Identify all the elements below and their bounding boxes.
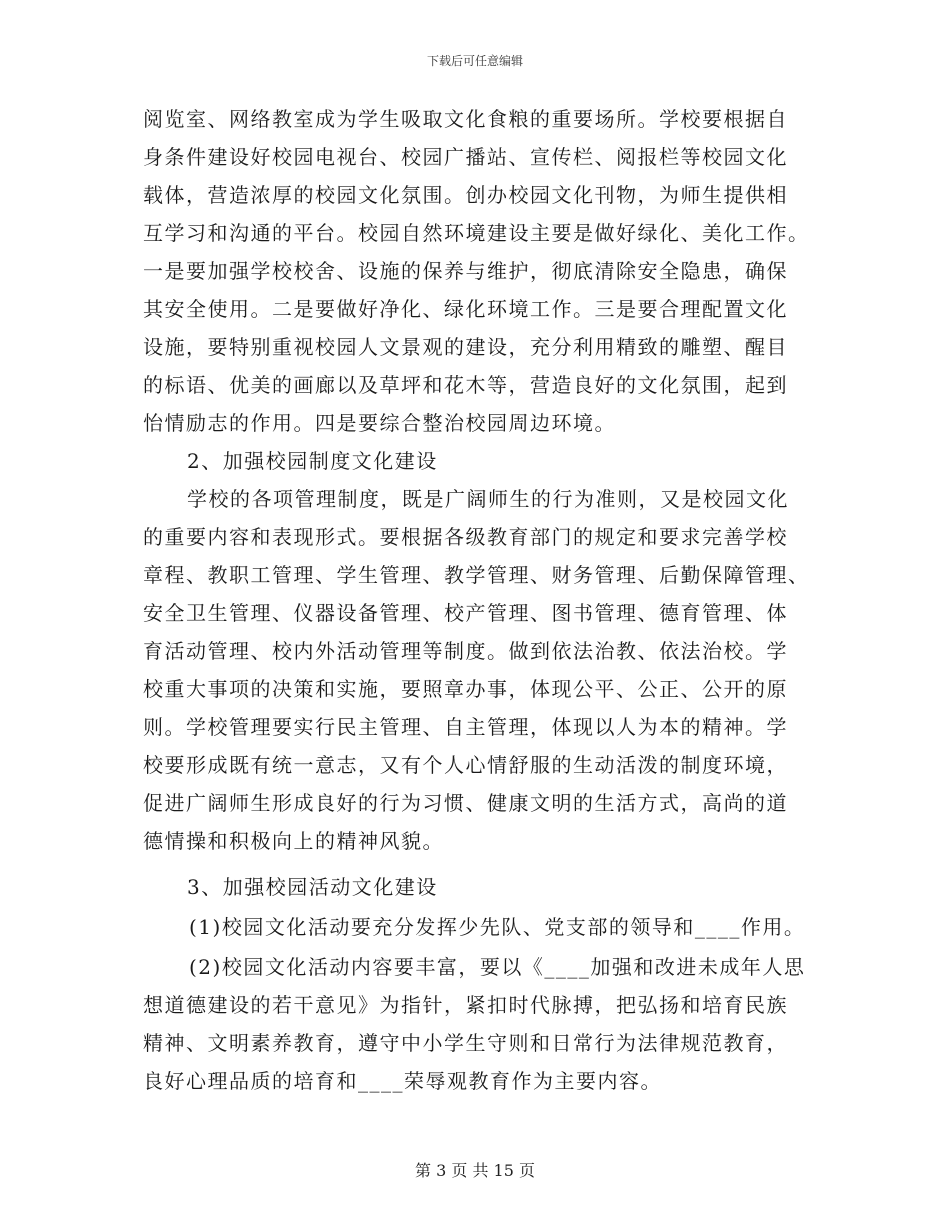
text-line: 的重要内容和表现形式。要根据各级教育部门的规定和要求完善学校	[143, 525, 788, 549]
heading-text: 3、加强校园活动文化建设	[187, 875, 438, 899]
paragraph-activity-2	[143, 948, 811, 1100]
text-line: 促进广阔师生形成良好的行为习惯、健康文明的生活方式，高尚的道	[143, 791, 788, 815]
section-heading-3	[143, 868, 811, 906]
text-line: 育活动管理、校内外活动管理等制度。做到依法治教、依法治校。学	[143, 639, 788, 663]
paragraph-campus-environment	[143, 100, 811, 442]
text-line: 校重大事项的决策和实施，要照章办事，体现公平、公正、公开的原	[143, 677, 788, 701]
text-line: 怡情励志的作用。四是要综合整治校园周边环境。	[143, 411, 616, 435]
text-line: 德情操和积极向上的精神风貌。	[143, 829, 444, 853]
text-line: (1)校园文化活动要充分发挥少先队、党支部的领导和____作用。	[189, 915, 806, 939]
text-line: 载体，营造浓厚的校园文化氛围。创办校园文化刊物，为师生提供相	[143, 183, 788, 207]
text-line: 的标语、优美的画廊以及草坪和花木等，营造良好的文化氛围，起到	[143, 373, 788, 397]
page-header: 下载后可任意编辑	[426, 54, 523, 68]
text-line: 学校的各项管理制度，既是广阔师生的行为准则，又是校园文化	[187, 487, 789, 511]
section-heading-2	[143, 442, 811, 480]
text-line: 其安全使用。二是要做好净化、绿化环境工作。三是要合理配置文化	[143, 297, 788, 321]
paragraph-system-culture	[143, 480, 811, 860]
text-line: 精神、文明素养教育，遵守中小学生守则和日常行为法律规范教育，	[143, 1031, 788, 1055]
heading-text: 2、加强校园制度文化建设	[187, 449, 438, 473]
text-line: 互学习和沟通的平台。校园自然环境建设主要是做好绿化、美化工作。	[143, 221, 810, 245]
text-line: 阅览室、网络教室成为学生吸取文化食粮的重要场所。学校要根据自	[143, 107, 788, 131]
text-line: 设施，要特别重视校园人文景观的建设，充分利用精致的雕塑、醒目	[143, 335, 788, 359]
text-line: 则。学校管理要实行民主管理、自主管理，体现以人为本的精神。学	[143, 715, 788, 739]
document-body	[143, 100, 811, 1100]
text-line: 良好心理品质的培育和____荣辱观教育作为主要内容。	[143, 1069, 662, 1093]
page-footer: 第 3 页 共 15 页	[415, 1161, 535, 1180]
text-line: 身条件建设好校园电视台、校园广播站、宣传栏、阅报栏等校园文化	[143, 145, 788, 169]
text-line: 章程、教职工管理、学生管理、教学管理、财务管理、后勤保障管理、	[143, 563, 810, 587]
text-line: 校要形成既有统一意志，又有个人心情舒服的生动活泼的制度环境，	[143, 753, 788, 777]
paragraph-activity-1	[143, 908, 811, 946]
text-line: 想道德建设的若干意见》为指针，紧扣时代脉搏，把弘扬和培育民族	[143, 993, 788, 1017]
text-line: (2)校园文化活动内容要丰富，要以《____加强和改进未成年人思	[189, 955, 806, 979]
text-line: 安全卫生管理、仪器设备管理、校产管理、图书管理、德育管理、体	[143, 601, 788, 625]
text-line: 一是要加强学校校舍、设施的保养与维护，彻底清除安全隐患，确保	[143, 259, 788, 283]
